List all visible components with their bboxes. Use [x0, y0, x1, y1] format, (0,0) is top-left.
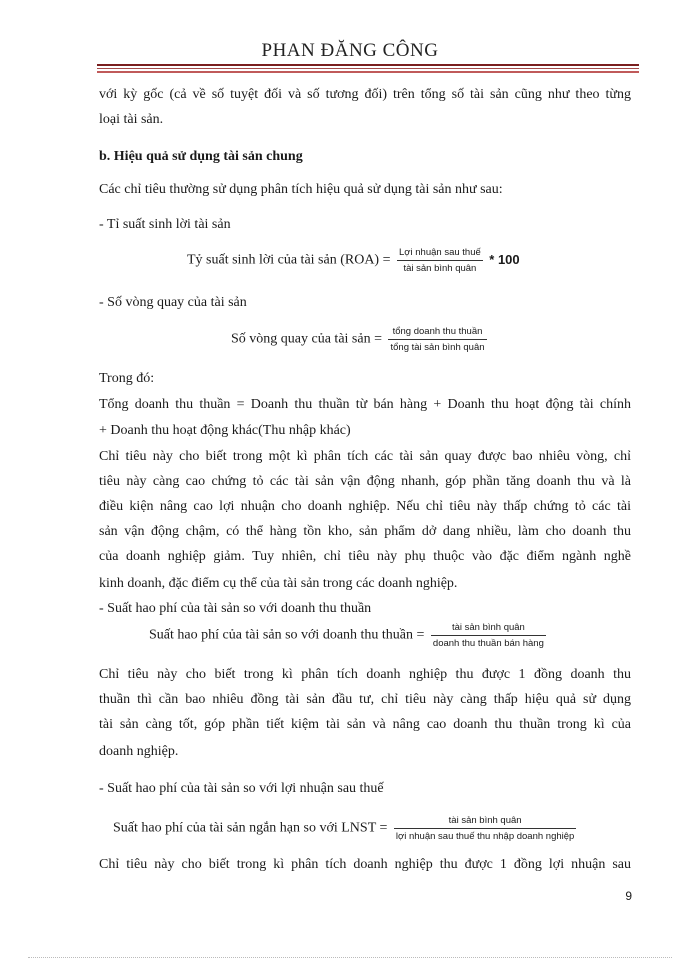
fraction-numerator: tổng doanh thu thuần — [392, 326, 483, 337]
formula-lhs: Số vòng quay của tài sản = — [231, 331, 382, 347]
list-item: - Suất hao phí của tài sản so với doanh thu thuần — [99, 601, 372, 616]
list-item: - Số vòng quay của tài sản — [99, 295, 247, 310]
paragraph-line: thuần thì cần bao nhiêu đồng tài sản đầu tư, chỉ tiêu này càng thấp hiệu quả sử dụng — [99, 692, 631, 707]
formula-vong-quay — [231, 326, 487, 353]
formula-lhs: Suất hao phí của tài sản so với doanh thu thuần = — [149, 627, 425, 643]
paragraph-line: của doanh nghiệp giảm. Tuy nhiên, chỉ tiêu này phụ thuộc vào đặc điểm ngành nghề — [99, 549, 631, 564]
fraction — [394, 815, 576, 842]
formula-roa — [187, 247, 520, 274]
fraction — [388, 326, 486, 353]
list-item: - Tỉ suất sinh lời tài sản — [99, 217, 231, 232]
fraction-numerator: tài sản bình quân — [448, 815, 522, 826]
paragraph-line: loại tài sản. — [99, 112, 164, 127]
header-rule — [97, 68, 639, 69]
fraction-numerator: Lợi nhuận sau thuế — [399, 247, 481, 258]
formula-lhs: Suất hao phí của tài sản ngắn hạn so với LNST = — [113, 820, 388, 836]
fraction-denominator: tổng tài sản bình quân — [388, 339, 486, 353]
paragraph-line: với kỳ gốc (cả về số tuyệt đối và số tương đối) trên tổng số tài sản cũng như theo từng — [99, 87, 631, 102]
section-heading: b. Hiệu quả sử dụng tài sản chung — [99, 149, 303, 164]
paragraph-line: điều kiện nâng cao lợi nhuận cho doanh nghiệp. Nếu chỉ tiêu này thấp chứng tỏ các tài — [99, 499, 631, 514]
paragraph-line: tiêu này càng cao chứng tỏ các tài sản vận động nhanh, góp phần tăng doanh thu và là — [99, 474, 631, 489]
page-number: 9 — [625, 889, 632, 903]
paragraph-line: tài sản càng tốt, góp phần tiết kiệm tài sản và nâng cao doanh thu thuần trong kì của — [99, 717, 631, 732]
fraction-numerator: tài sản bình quân — [451, 622, 525, 633]
footer-divider — [28, 957, 672, 958]
fraction — [431, 622, 546, 649]
paragraph-line: sản vận động chậm, có thể hàng tồn kho, sản phẩm dở dang nhiều, làm cho doanh thu — [99, 524, 631, 539]
page-header-title: PHAN ĐĂNG CÔNG — [261, 40, 439, 61]
header-rule — [97, 64, 639, 66]
fraction — [397, 247, 483, 274]
paragraph-line: Trong đó: — [99, 371, 155, 386]
fraction-denominator: lợi nhuận sau thuế thu nhập doanh nghiệp — [394, 828, 576, 842]
paragraph-line: doanh nghiệp. — [99, 744, 179, 759]
header-rule — [97, 71, 639, 73]
list-item: - Suất hao phí của tài sản so với lợi nhuận sau thuế — [99, 781, 384, 796]
paragraph-line: Chỉ tiêu này cho biết trong kì phân tích doanh nghiệp thu được 1 đồng doanh thu — [99, 667, 631, 682]
paragraph-line: kinh doanh, đặc điểm cụ thể của tài sản trong các doanh nghiệp. — [99, 576, 458, 591]
formula-multiplier: * 100 — [489, 251, 520, 267]
paragraph-line: Tổng doanh thu thuần = Doanh thu thuần từ bán hàng + Doanh thu hoạt động tài chính — [99, 397, 631, 412]
formula-hao-phi-doanh-thu — [149, 622, 546, 649]
formula-lhs: Tỷ suất sinh lời của tài sản (ROA) = — [187, 252, 391, 268]
fraction-denominator: tài sản bình quân — [397, 260, 483, 274]
fraction-denominator: doanh thu thuần bán hàng — [431, 635, 546, 649]
formula-hao-phi-lnst — [113, 815, 576, 842]
paragraph-line: + Doanh thu hoạt động khác(Thu nhập khác) — [99, 423, 351, 438]
paragraph-line: Chỉ tiêu này cho biết trong kì phân tích doanh nghiệp thu được 1 đồng lợi nhuận sau — [99, 857, 631, 872]
paragraph-line: Các chỉ tiêu thường sử dụng phân tích hiệu quả sử dụng tài sản như sau: — [99, 182, 503, 197]
paragraph-line: Chỉ tiêu này cho biết trong một kì phân tích các tài sản quay được bao nhiêu vòng, chỉ — [99, 449, 631, 464]
